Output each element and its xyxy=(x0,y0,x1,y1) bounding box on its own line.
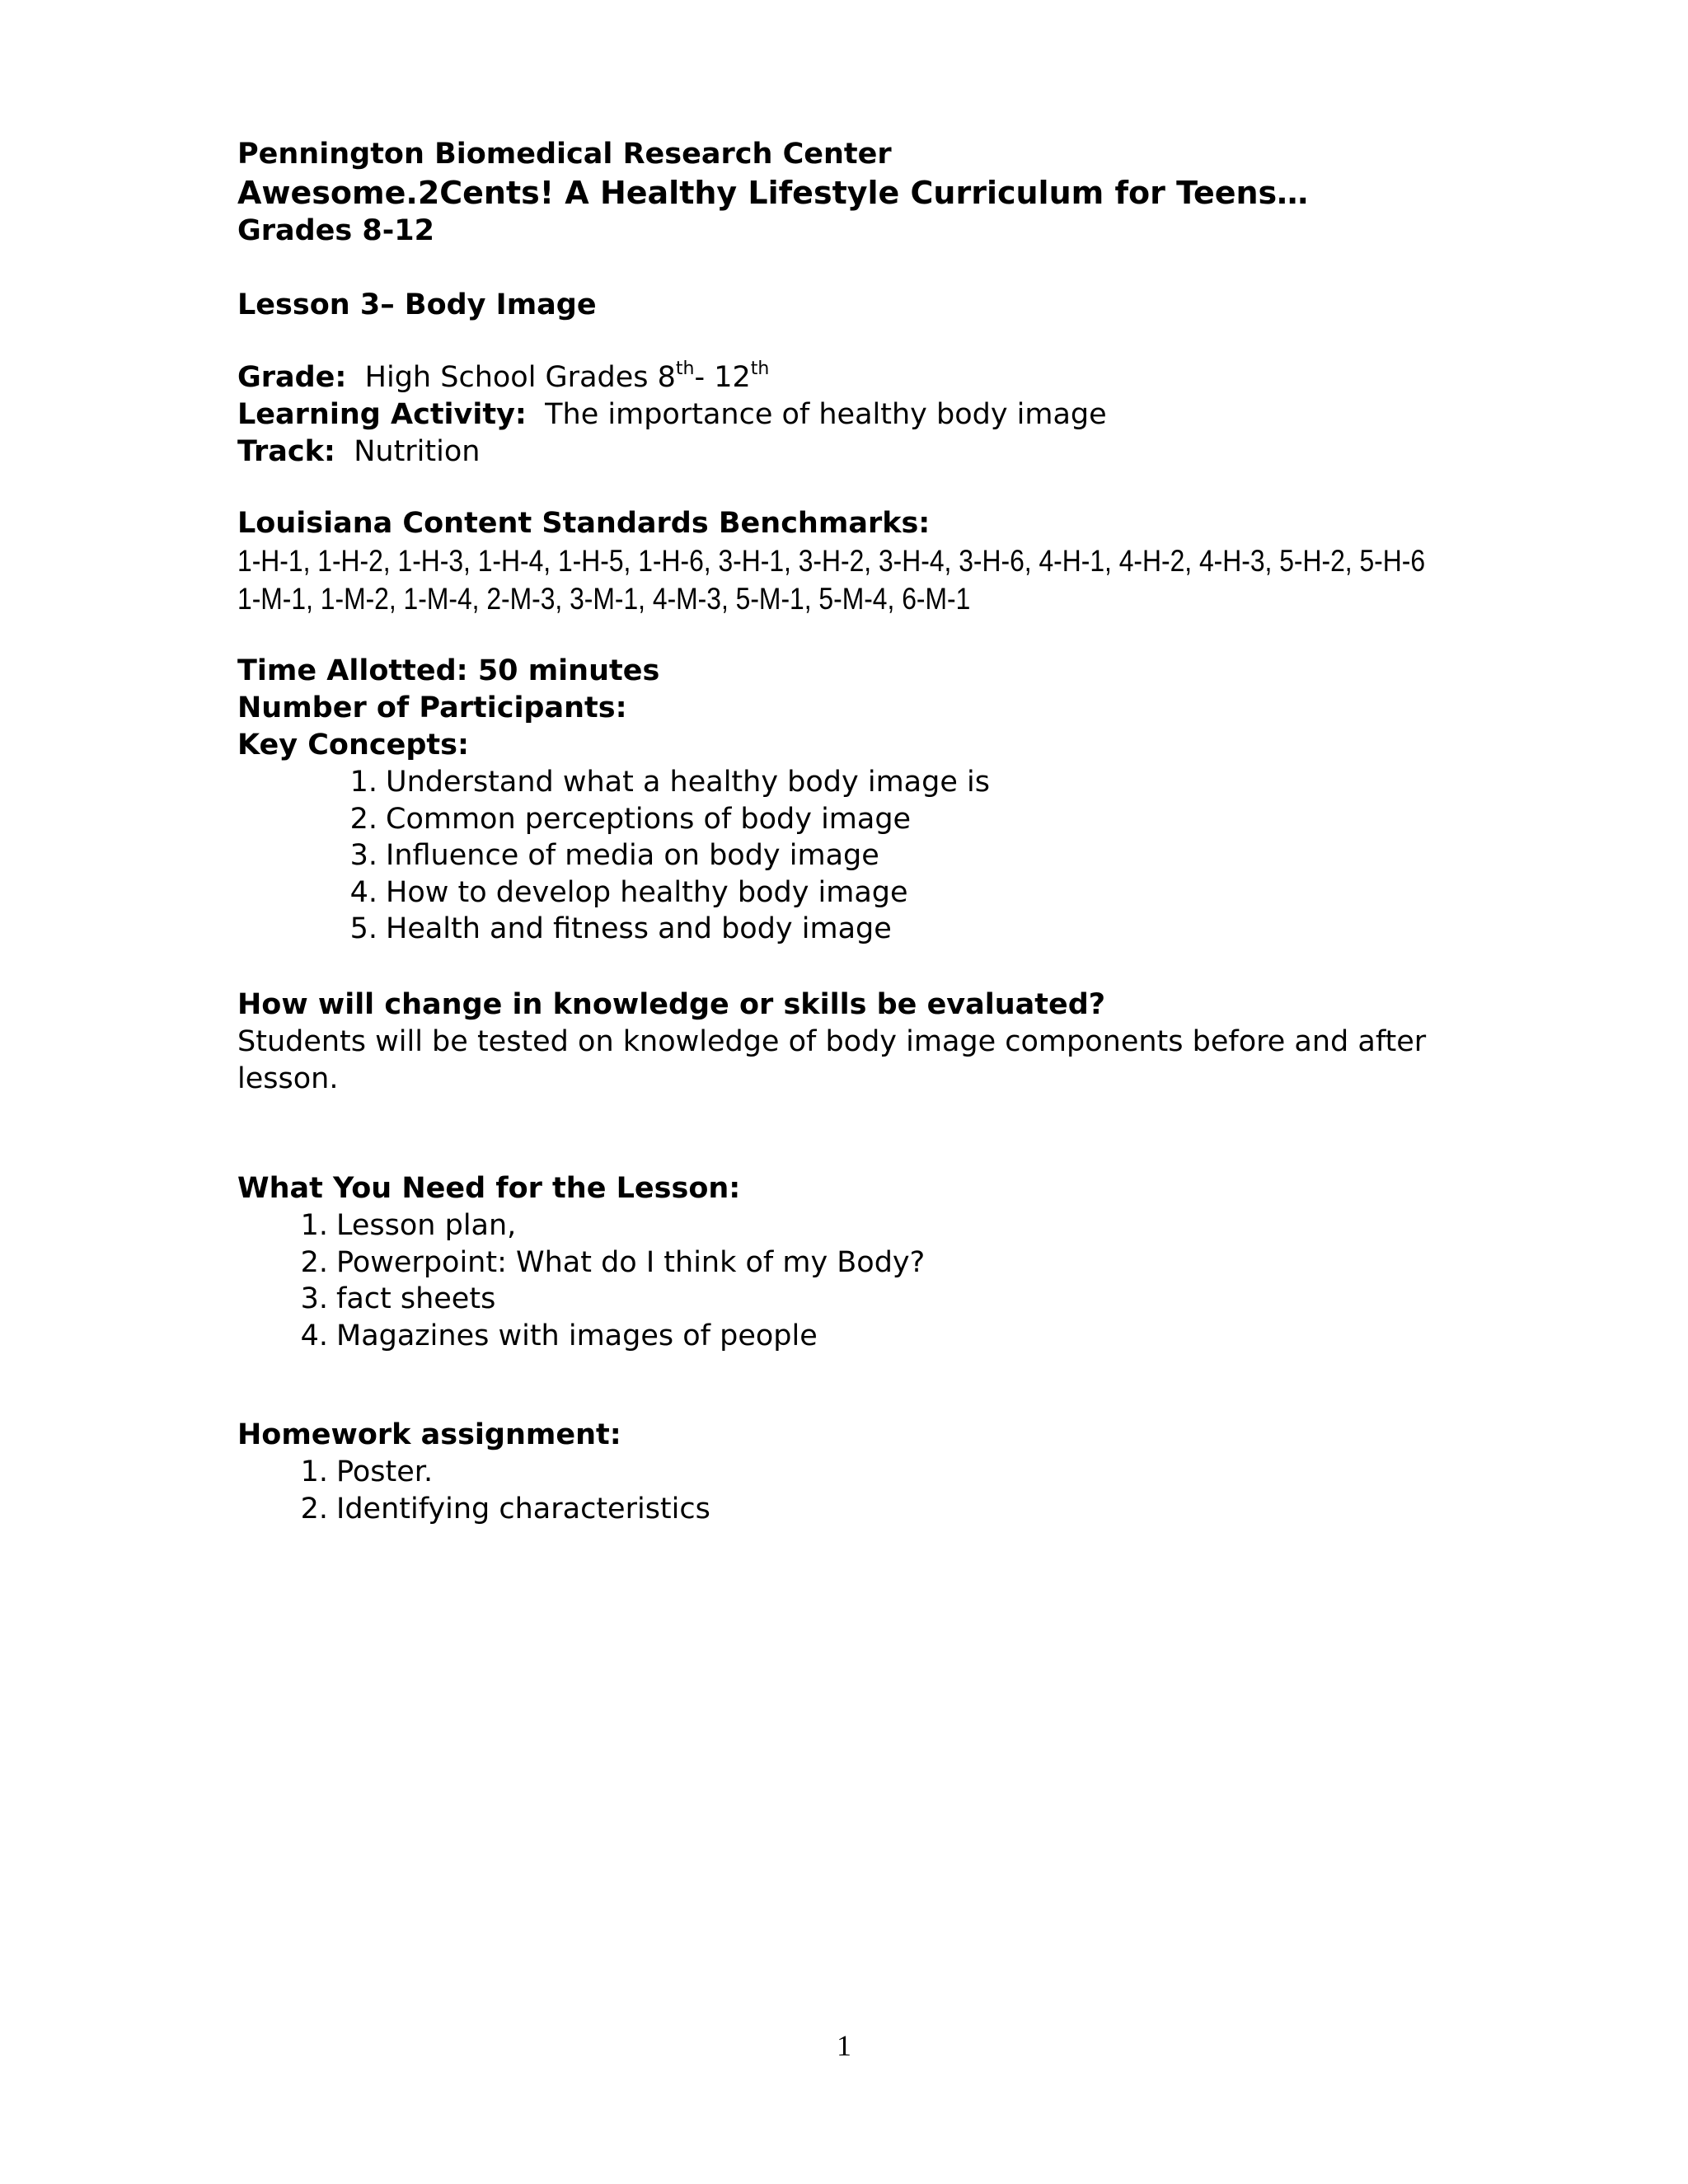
list-item xyxy=(300,1244,1482,1282)
evaluation-text: Students will be tested on knowledge of body image components before and after lesson. xyxy=(237,1025,1427,1095)
list-item-text: Health and fitness and body image xyxy=(386,912,892,945)
track-row xyxy=(237,434,1482,471)
list-item-text: Common perceptions of body image xyxy=(386,802,912,836)
list-number: 1. xyxy=(349,766,377,799)
standards-line-2: 1-M-1, 1-M-2, 1-M-4, 2-M-3, 3-M-1, 4-M-3, 5-M-1, 5-M-4, 6-M-1 xyxy=(237,582,971,616)
grade-value-start: High School Grades 8 xyxy=(364,361,676,394)
track-label: Track: xyxy=(237,435,335,468)
list-item xyxy=(349,874,1482,912)
document-header xyxy=(237,136,1482,250)
materials-section xyxy=(237,1170,1482,1354)
evaluation-section xyxy=(237,987,1482,1098)
track-value: Nutrition xyxy=(354,435,481,468)
list-number: 4. xyxy=(300,1319,328,1352)
list-item-text: Powerpoint: What do I think of my Body? xyxy=(336,1245,926,1279)
list-number: 2. xyxy=(300,1245,328,1279)
grade-row xyxy=(237,359,1482,396)
standards-section xyxy=(237,505,1482,618)
key-concepts-list xyxy=(349,764,1482,948)
list-item-text: Understand what a healthy body image is xyxy=(386,766,990,799)
activity-label: Learning Activity: xyxy=(237,398,527,431)
lesson-title: Lesson 3– Body Image xyxy=(237,288,597,321)
list-item xyxy=(349,911,1482,948)
time-allotted: Time Allotted: 50 minutes xyxy=(237,654,660,687)
grade-superscript-end: th xyxy=(750,359,770,379)
list-item xyxy=(300,1207,1482,1244)
number-of-participants: Number of Participants: xyxy=(237,691,627,724)
list-number: 1. xyxy=(300,1209,328,1242)
list-number: 1. xyxy=(300,1455,328,1488)
homework-list xyxy=(300,1454,1482,1527)
materials-list xyxy=(300,1207,1482,1354)
grade-superscript-start: th xyxy=(675,359,695,379)
list-item xyxy=(300,1454,1482,1491)
list-item xyxy=(349,837,1482,874)
grade-value-end: - 12 xyxy=(694,361,751,394)
list-number: 5. xyxy=(349,912,377,945)
list-number: 3. xyxy=(300,1282,328,1315)
grade-label: Grade: xyxy=(237,361,347,394)
list-item xyxy=(300,1318,1482,1355)
list-item xyxy=(349,764,1482,801)
list-number: 3. xyxy=(349,839,377,872)
list-number: 2. xyxy=(300,1492,328,1526)
curriculum-title: Awesome.2Cents! A Healthy Lifestyle Curriculum for Teens… xyxy=(237,175,1309,211)
list-item-text: Identifying characteristics xyxy=(336,1492,710,1526)
key-concepts-heading: Key Concepts: xyxy=(237,729,469,762)
list-item-text: Lesson plan, xyxy=(336,1209,517,1242)
grades-range: Grades 8-12 xyxy=(237,214,435,247)
standards-heading: Louisiana Content Standards Benchmarks: xyxy=(237,507,931,540)
activity-row xyxy=(237,396,1482,434)
activity-value: The importance of healthy body image xyxy=(545,398,1107,431)
list-item-text: Poster. xyxy=(336,1455,434,1488)
list-item-text: fact sheets xyxy=(336,1282,496,1315)
standards-line-1: 1-H-1, 1-H-2, 1-H-3, 1-H-4, 1-H-5, 1-H-6, 3-H-1, 3-H-2, 3-H-4, 3-H-6, 4-H-1, 4-H-2, 4-H-3, 5-H-2, 5-H-6 xyxy=(237,544,1426,578)
logistics-section xyxy=(237,653,1482,948)
list-item-text: How to develop healthy body image xyxy=(386,875,908,909)
lesson-meta xyxy=(237,359,1482,471)
list-item-text: Magazines with images of people xyxy=(336,1319,818,1352)
homework-section xyxy=(237,1417,1482,1527)
list-item xyxy=(349,801,1482,838)
list-item xyxy=(300,1281,1482,1318)
homework-heading: Homework assignment: xyxy=(237,1418,621,1451)
list-number: 2. xyxy=(349,802,377,836)
list-item xyxy=(300,1491,1482,1528)
page-number: 1 xyxy=(837,2029,851,2062)
list-number: 4. xyxy=(349,875,377,909)
list-item-text: Influence of media on body image xyxy=(386,839,879,872)
evaluation-heading: How will change in knowledge or skills be evaluated? xyxy=(237,988,1106,1021)
organization-name: Pennington Biomedical Research Center xyxy=(237,138,892,171)
materials-heading: What You Need for the Lesson: xyxy=(237,1172,741,1205)
lesson-title-block xyxy=(237,287,1482,324)
